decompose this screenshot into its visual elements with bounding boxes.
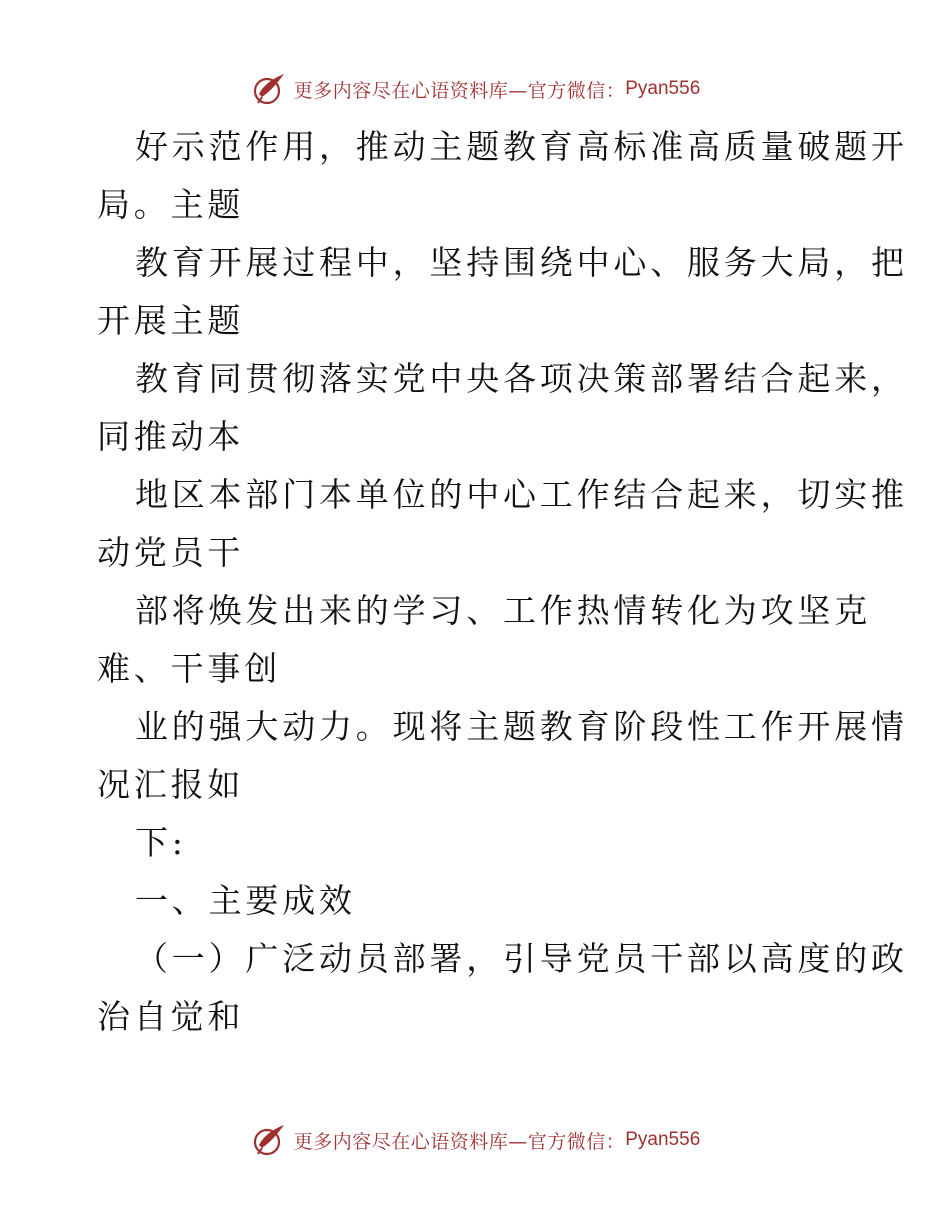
paragraph-line: 教育同贯彻落实党中央各项决策部署结合起来，	[135, 359, 908, 398]
paragraph-line: 治自觉和	[97, 997, 245, 1036]
footer-watermark	[0, 1123, 950, 1157]
paragraph-line: 好示范作用，推动主题教育高标准高质量破题开	[135, 127, 908, 166]
paragraph-line: 下:	[135, 823, 187, 862]
paragraph-line: 开展主题	[97, 301, 245, 340]
paragraph-line: （一）广泛动员部署，引导党员干部以高度的政	[135, 939, 908, 978]
watermark-wechat-id: Pyan556	[625, 78, 701, 99]
paragraph-line: 动党员干	[97, 533, 245, 572]
watermark-text: 更多内容尽在心语资料库—官方微信：	[293, 79, 626, 102]
header-watermark	[0, 72, 950, 106]
paragraph-line: 难、干事创	[97, 649, 281, 688]
paragraph-line: 教育开展过程中，坚持围绕中心、服务大局，把	[135, 243, 908, 282]
document-body	[97, 118, 908, 1046]
paragraph-line: 同推动本	[97, 417, 245, 456]
paragraph-line: 一、主要成效	[135, 881, 356, 920]
paragraph-line: 况汇报如	[97, 765, 245, 804]
quill-logo-icon	[250, 72, 288, 106]
paragraph-line: 业的强大动力。现将主题教育阶段性工作开展情	[135, 707, 908, 746]
paragraph-line: 地区本部门本单位的中心工作结合起来，切实推	[135, 475, 908, 514]
quill-logo-icon	[250, 1123, 288, 1157]
paragraph-line: 局。主题	[97, 185, 245, 224]
paragraph-line: 部将焕发出来的学习、工作热情转化为攻坚克	[135, 591, 871, 630]
watermark-text: 更多内容尽在心语资料库—官方微信：	[293, 1130, 626, 1153]
watermark-wechat-id: Pyan556	[625, 1129, 701, 1150]
